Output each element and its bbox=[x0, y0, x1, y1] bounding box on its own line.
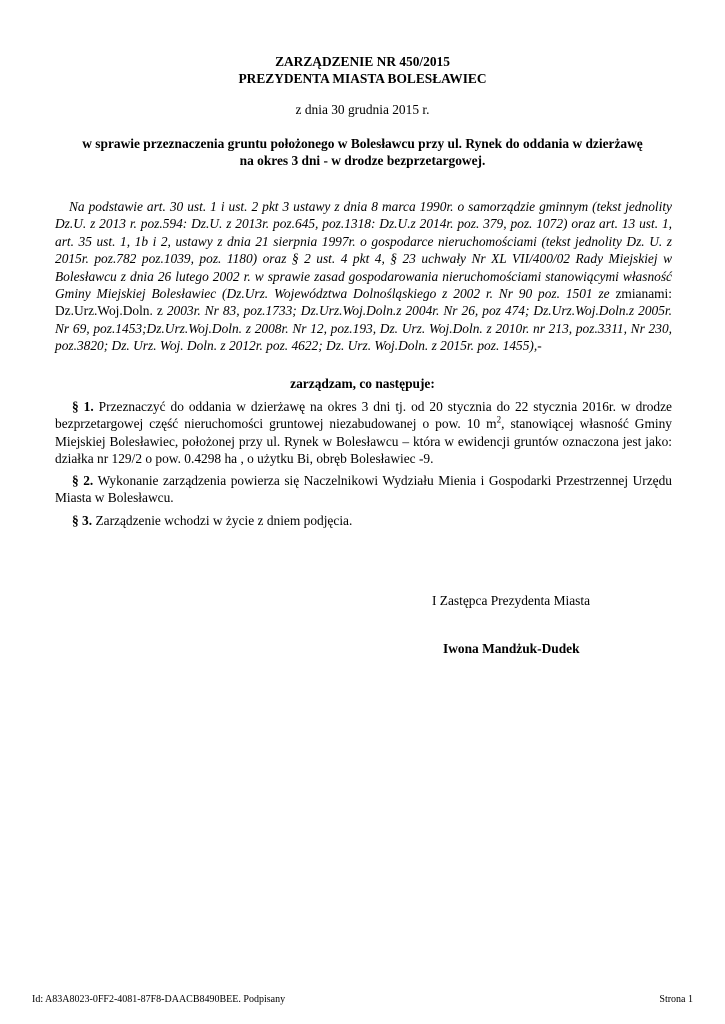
paragraph-1-superscript: 2 bbox=[496, 414, 502, 425]
signatory-role: I Zastępca Prezydenta Miasta bbox=[432, 593, 591, 608]
paragraph-2-text: Wykonanie zarządzenia powierza się Naczelnikowi Wydziału Mienia i Gospodarki Przestrzennej Urzędu Miasta w Bolesławcu. bbox=[55, 473, 672, 506]
signatory-name: Iwona Mandżuk-Dudek bbox=[443, 641, 580, 656]
legal-basis-text: Na podstawie art. 30 ust. 1 i ust. 2 pkt 3 ustawy z dnia 8 marca 1990r. o samorządzie gminnym (tekst jednolity Dz.U. z 2013 r. poz.594: Dz.U. z 2013r. poz.645, poz.1318: Dz.U.z 2014r. poz. 379, poz. 1072) oraz art. 13 ust. 1, art. 35 ust. 1, 1b i 2, ustawy z dnia 21 sierpnia 1997r. o gospodarce nieruchomościami (tekst jednolity Dz. U. z 2015r. poz.782 poz.1039, poz. 1180) oraz § 2 ust. 4 pkt 4, § 23 uchwały Nr XL VII/400/02 Rady Miejskiej w Bolesławcu z dnia 26 lutego 2002 r. w sprawie zasad gospodarowania nieruchomościami stanowiącymi własność Gminy Miejskiej Bolesławiec (Dz.Urz. Województwa Dolnośląskiego z 2002 r. Nr 90 poz. 1501 ze bbox=[55, 199, 672, 302]
paragraph-3-text: Zarządzenie wchodzi w życie z dniem podjęcia. bbox=[92, 513, 353, 528]
paragraph-1-label: § 1. bbox=[72, 399, 94, 414]
paragraph-1 bbox=[55, 398, 672, 468]
paragraph-1-text-b: , stanowiącej własność Gminy Miejskiej Bolesławiec, położonej przy ul. Rynek w Bolesławcu – która w ewidencji gruntów oznaczona jest jako: działka nr 129/2 o pow. 0.4298 ha , o użytku Bi, obręb Bolesławiec -9. bbox=[55, 416, 672, 467]
paragraph-2-label: § 2. bbox=[72, 473, 94, 488]
paragraph-3 bbox=[55, 512, 672, 529]
document-date: z dnia 30 grudnia 2015 r. bbox=[295, 102, 430, 117]
document-subject bbox=[50, 135, 675, 170]
footer-page-number: Strona 1 bbox=[659, 994, 693, 1005]
subject-line-1: w sprawie przeznaczenia gruntu położonego w Bolesławcu przy ul. Rynek do oddania w dzierżawę bbox=[82, 136, 643, 151]
paragraph-3-label: § 3. bbox=[72, 513, 93, 528]
decree-heading: zarządzam, co następuje: bbox=[290, 376, 435, 391]
subject-line-2: na okres 3 dni - w drodze bezprzetargowej. bbox=[239, 153, 486, 169]
title-line-2: PREZYDENTA MIASTA BOLESŁAWIEC bbox=[238, 71, 487, 87]
legal-basis-text-end: 2003r. Nr 83, poz.1733; Dz.Urz.Woj.Doln.z 2004r. Nr 26, poz 474; Dz.Urz.Woj.Doln.z 2005r. Nr 69, poz.1453;Dz.Urz.Woj.Doln. z 2008r. Nr 12, poz.193, Dz. Urz. Woj.Doln. z 2010r. nr 213, poz.3311, Nr 230, poz.3820; Dz. Urz. Woj. Doln. z 2012r. poz. 4622; Dz. Urz. Woj.Doln. z 2015r. poz. 1455),- bbox=[55, 303, 672, 354]
title-line-1: ZARZĄDZENIE NR 450/2015 bbox=[275, 54, 450, 69]
paragraph-1-text-a: Przeznaczyć do oddania w dzierżawę na okres 3 dni tj. od 20 stycznia do 22 stycznia 2016r. w drodze bezprzetargowej część nieruchomości gruntowej niezabudowanej o pow. 10 m bbox=[55, 399, 672, 432]
footer-document-id: Id: A83A8023-0FF2-4081-87F8-DAACB8490BEE. Podpisany bbox=[32, 994, 286, 1005]
legal-basis-upright: zmianami: Dz.Urz.Woj.Doln. z bbox=[55, 286, 672, 319]
document-title bbox=[0, 53, 725, 88]
legal-basis bbox=[55, 198, 672, 355]
paragraph-2 bbox=[55, 472, 672, 507]
